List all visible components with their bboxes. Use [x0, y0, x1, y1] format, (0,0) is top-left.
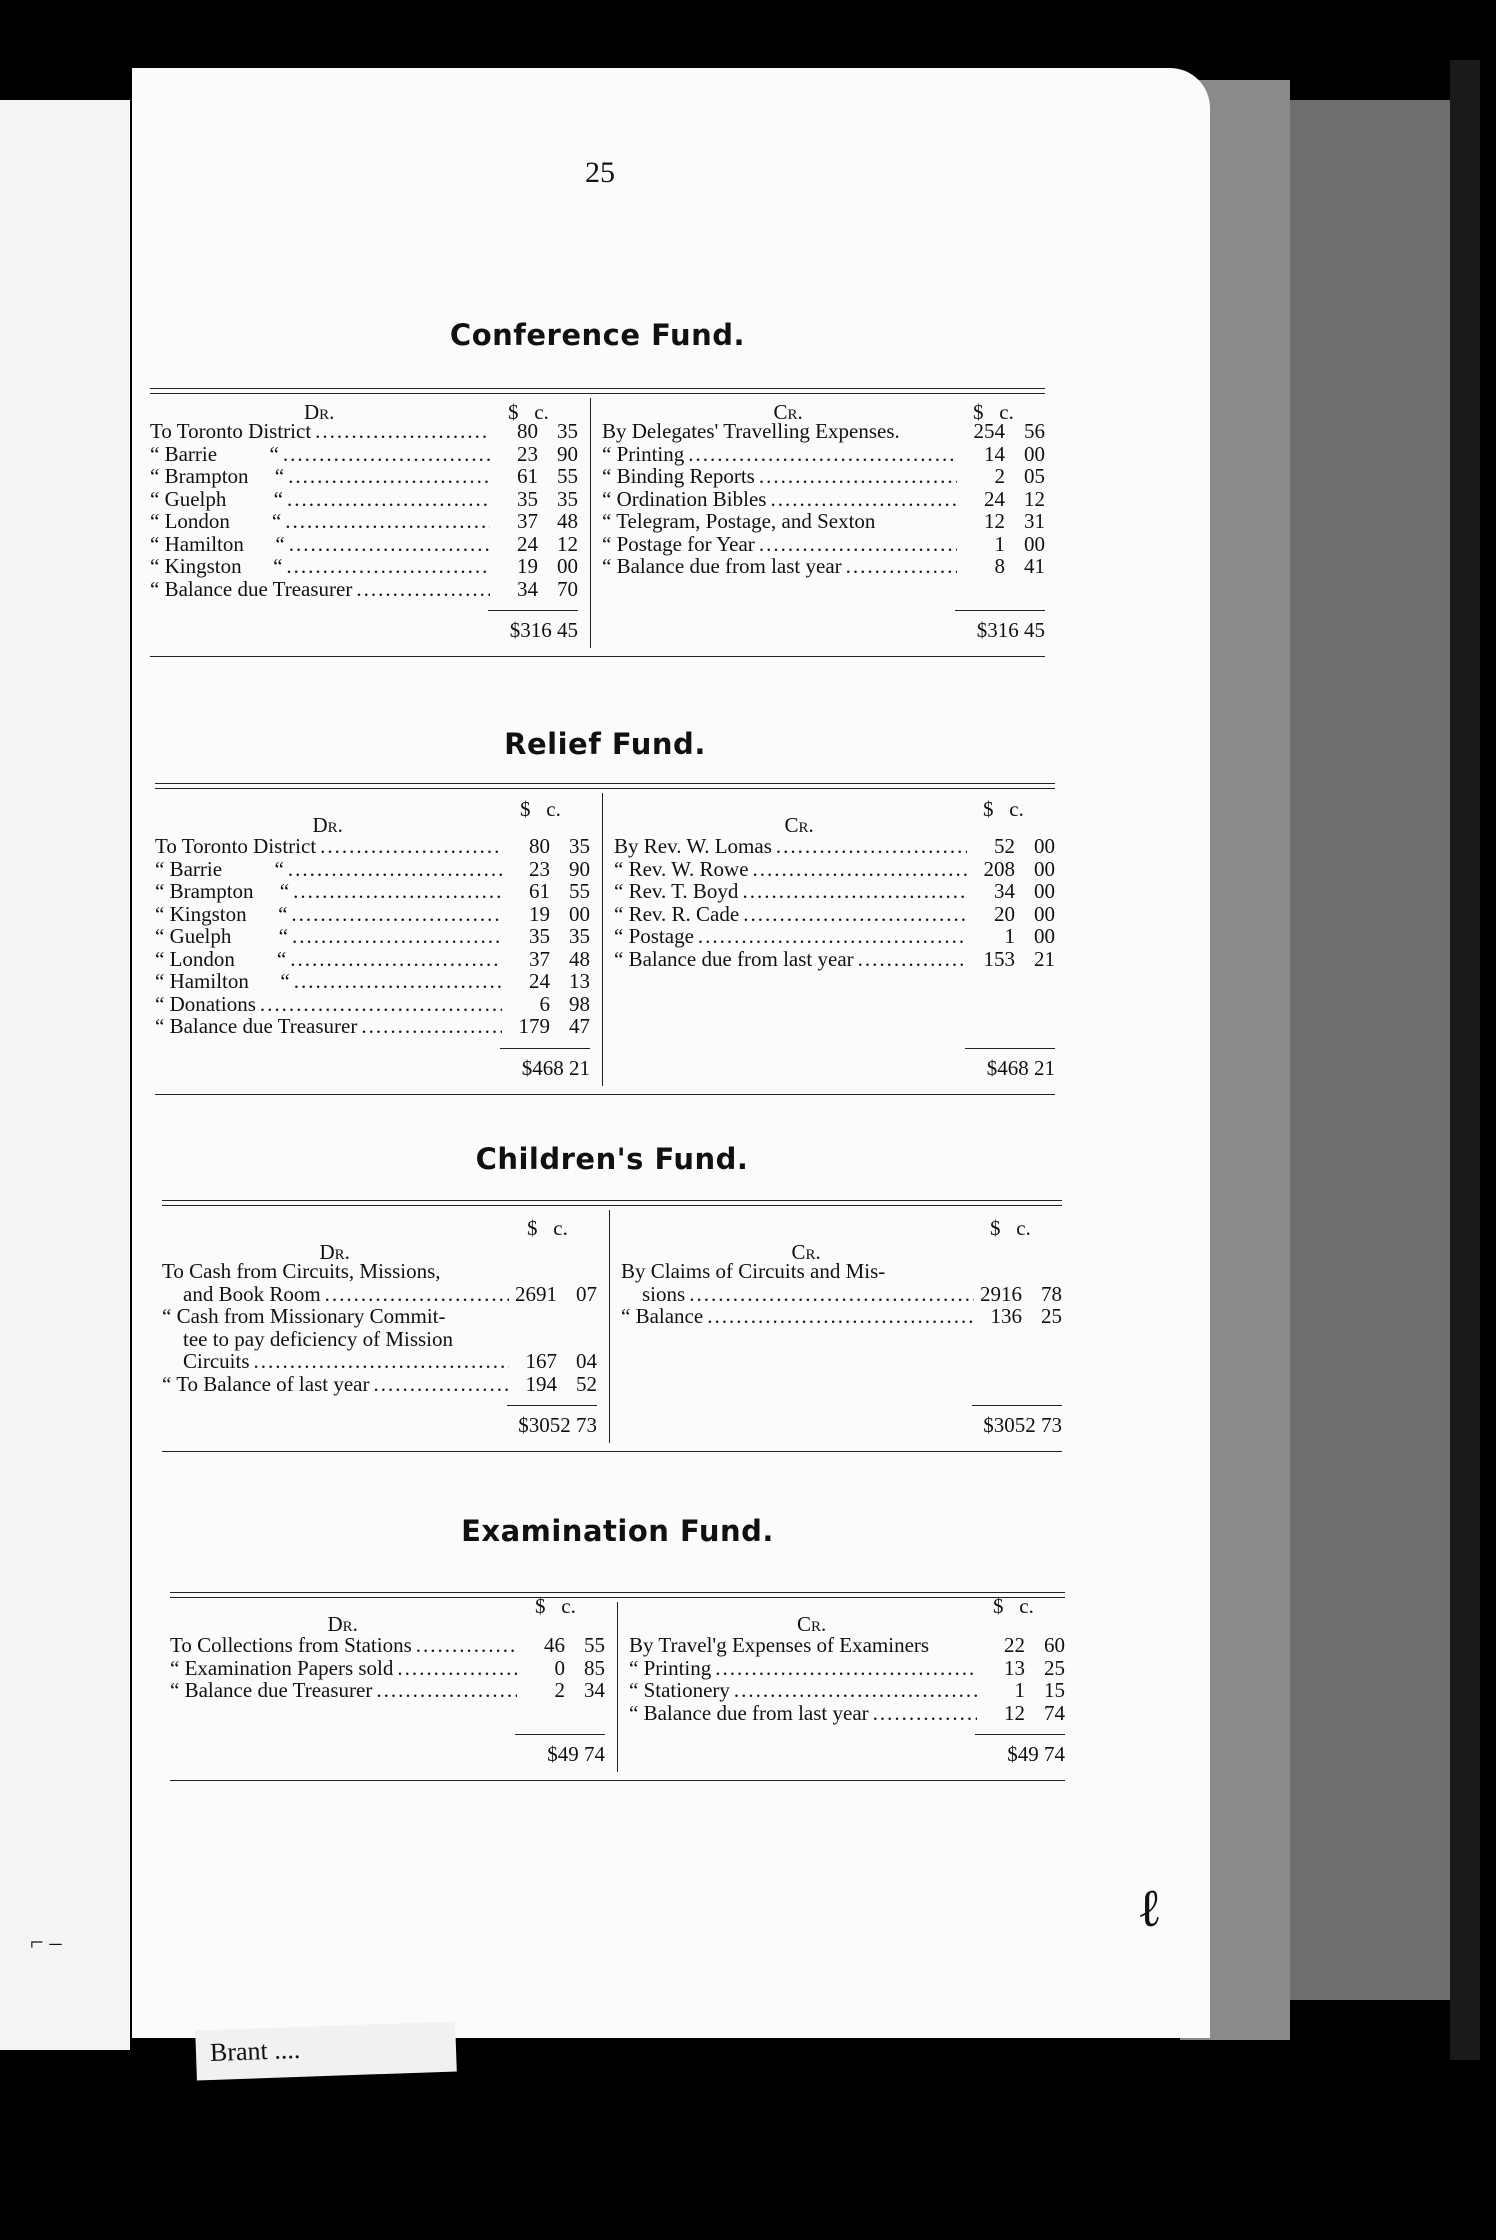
- leader-dots: [873, 1702, 977, 1725]
- leader-dots: [288, 465, 490, 488]
- dr-entry: [150, 533, 578, 556]
- dr-heading: Dr.: [304, 400, 335, 424]
- dr-entry: [162, 1328, 597, 1351]
- entry-dollars: 153: [983, 946, 1015, 971]
- dr-entry: [170, 1634, 605, 1657]
- entry-label: “ Printing: [629, 1655, 712, 1680]
- entry-cents: 98: [569, 991, 590, 1016]
- entry-dollars: 23: [517, 441, 538, 466]
- entry-cents: 70: [557, 576, 578, 601]
- entry-dollars: [513, 1328, 557, 1351]
- dr-entry: [150, 488, 578, 511]
- leader-dots: [294, 970, 502, 993]
- entry-cents: 74: [1044, 1700, 1065, 1725]
- cr-entry: [614, 903, 1055, 926]
- leader-dots: [285, 510, 490, 533]
- leader-dots: [743, 903, 967, 926]
- leader-dots: [373, 1373, 509, 1396]
- entry-cents: 90: [557, 441, 578, 466]
- cr-currency-header: $ c.: [993, 1594, 1034, 1618]
- book-cover: [1290, 100, 1450, 2000]
- leader-dots: [291, 903, 502, 926]
- leader-dots: [320, 835, 502, 858]
- fund-title: Relief Fund.: [504, 727, 706, 761]
- entry-cents: 85: [584, 1655, 605, 1680]
- entry-label: “ Printing: [602, 441, 685, 466]
- entry-dollars: 35: [517, 486, 538, 511]
- entry-dollars: 254: [973, 419, 1005, 443]
- entry-cents: 60: [1044, 1633, 1065, 1657]
- entry-label: “ Guelph “: [155, 924, 288, 948]
- dr-sum-rule: [500, 1048, 590, 1049]
- entry-cents: 00: [1034, 901, 1055, 926]
- page-tick-mark: ⌐ –: [30, 1930, 62, 1956]
- entry-cents: 00: [569, 901, 590, 926]
- leader-dots: [698, 925, 967, 948]
- leader-dots: [858, 948, 967, 971]
- entry-label: “ Balance due Treasurer: [155, 1014, 358, 1038]
- entry-label: “ Balance due from last year: [614, 946, 854, 971]
- entry-label: “ Ordination Bibles: [602, 486, 767, 511]
- cr-currency-header: $ c.: [990, 1216, 1031, 1240]
- leader-dots: [289, 533, 490, 556]
- dr-entry: [155, 880, 590, 903]
- dr-currency-header: $ c.: [520, 797, 561, 821]
- leader-dots: [315, 420, 490, 443]
- dr-currency-header: $ c.: [535, 1594, 576, 1618]
- entry-dollars: 2: [554, 1678, 565, 1702]
- dr-entry: [150, 443, 578, 466]
- dr-entry: [155, 993, 590, 1016]
- entry-dollars: [513, 1305, 557, 1328]
- double-rule: [155, 783, 1055, 789]
- dr-entry: [155, 858, 590, 881]
- cr-entry: [602, 510, 1045, 533]
- entry-cents: 13: [569, 969, 590, 993]
- entry-label: “ Postage for Year: [602, 531, 755, 556]
- column-divider: [590, 398, 591, 648]
- cr-entry: [614, 925, 1055, 948]
- cr-total: $316 45: [976, 618, 1045, 642]
- column-divider: [609, 1210, 610, 1443]
- cr-heading: Cr.: [797, 1612, 827, 1636]
- entry-label: To Cash from Circuits, Missions,: [162, 1259, 441, 1283]
- entry-cents: 04: [576, 1349, 597, 1373]
- leader-dots: [742, 880, 967, 903]
- entry-label: “ Barrie “: [155, 856, 284, 881]
- cr-entry: [602, 533, 1045, 556]
- entry-dollars: 22: [1004, 1633, 1025, 1657]
- cr-total: $49 74: [1007, 1742, 1065, 1766]
- entry-label: “ London “: [155, 946, 287, 971]
- cr-entry: [602, 420, 1045, 443]
- leader-dots: [288, 858, 502, 881]
- entry-label: “ Examination Papers sold: [170, 1655, 394, 1680]
- entry-label: “ Balance: [621, 1304, 704, 1328]
- leader-dots: [715, 1657, 977, 1680]
- leader-dots: [325, 1283, 509, 1306]
- entry-cents: 35: [557, 419, 578, 443]
- entry-dollars: 19: [517, 554, 538, 578]
- entry-cents: 00: [1034, 834, 1055, 858]
- leader-dots: [753, 858, 967, 881]
- bottom-rule: [170, 1780, 1065, 1781]
- entry-dollars: 34: [517, 576, 538, 601]
- entry-dollars: 208: [983, 856, 1015, 881]
- entry-cents: 21: [1034, 946, 1055, 971]
- entry-dollars: 61: [517, 464, 538, 488]
- leader-dots: [283, 443, 490, 466]
- dr-entry: [150, 510, 578, 533]
- entry-cents: 55: [584, 1633, 605, 1657]
- entry-cents: 00: [1034, 924, 1055, 948]
- dr-entry: [162, 1283, 597, 1306]
- entry-cents: 25: [1044, 1655, 1065, 1680]
- entry-cents: 25: [1041, 1304, 1062, 1328]
- entry-dollars: [513, 1260, 557, 1283]
- entry-label: sions: [621, 1281, 686, 1306]
- dr-currency-header: $ c.: [527, 1216, 568, 1240]
- dr-sum-rule: [488, 610, 578, 611]
- entry-dollars: 80: [517, 419, 538, 443]
- cr-entries: [629, 1634, 1065, 1724]
- entry-label: “ Balance due from last year: [602, 554, 842, 578]
- entry-dollars: 61: [529, 879, 550, 903]
- cr-entry: [629, 1679, 1065, 1702]
- entry-dollars: 167: [525, 1349, 557, 1373]
- entry-label: By Rev. W. Lomas: [614, 834, 772, 858]
- entry-cents: 00: [1034, 879, 1055, 903]
- entry-dollars: [978, 1260, 1022, 1283]
- leader-dots: [734, 1679, 977, 1702]
- entry-label: “ Rev. T. Boyd: [614, 879, 739, 903]
- entry-dollars: 12: [1004, 1700, 1025, 1725]
- entry-label: By Claims of Circuits and Mis-: [621, 1259, 886, 1283]
- leader-dots: [292, 925, 502, 948]
- dr-entries: [162, 1260, 597, 1395]
- entry-label: “ Balance due Treasurer: [150, 576, 353, 601]
- entry-dollars: 179: [518, 1014, 550, 1038]
- entry-dollars: 2: [994, 464, 1005, 488]
- fund-title: Examination Fund.: [461, 1514, 774, 1548]
- entry-cents: 31: [1024, 509, 1045, 533]
- cr-total: $3052 73: [983, 1413, 1062, 1437]
- leader-dots: [416, 1634, 517, 1657]
- cr-entry: [602, 443, 1045, 466]
- entry-label: To Collections from Stations: [170, 1633, 412, 1657]
- entry-cents: 47: [569, 1014, 590, 1038]
- dr-entry: [162, 1260, 597, 1283]
- entry-dollars: 1: [1004, 924, 1015, 948]
- cr-heading: Cr.: [791, 1240, 821, 1264]
- cr-entry: [614, 835, 1055, 858]
- fund-title: Children's Fund.: [475, 1142, 749, 1176]
- entry-label: “ Guelph “: [150, 486, 283, 511]
- entry-cents: 00: [557, 554, 578, 578]
- entry-label: By Delegates' Travelling Expenses.: [602, 419, 900, 443]
- entry-dollars: 35: [529, 924, 550, 948]
- entry-label: “ Brampton “: [155, 879, 290, 903]
- cr-sum-rule: [972, 1405, 1062, 1406]
- entry-cents: 52: [576, 1371, 597, 1396]
- leader-dots: [290, 948, 502, 971]
- dr-entry: [155, 903, 590, 926]
- entry-dollars: 6: [539, 991, 550, 1016]
- entry-dollars: 1: [1014, 1678, 1025, 1702]
- cr-entry: [621, 1283, 1062, 1306]
- dr-entry: [155, 970, 590, 993]
- entry-cents: 12: [557, 531, 578, 556]
- leader-dots: [759, 465, 957, 488]
- dr-heading: Dr.: [319, 1240, 350, 1264]
- entry-cents: 48: [557, 509, 578, 533]
- cr-entry: [602, 555, 1045, 578]
- cr-entry: [602, 465, 1045, 488]
- bottom-rule: [150, 656, 1045, 657]
- dr-entry: [170, 1657, 605, 1680]
- entry-dollars: 19: [529, 901, 550, 926]
- dr-entry: [155, 948, 590, 971]
- entry-dollars: 37: [529, 946, 550, 971]
- entry-label: “ Barrie “: [150, 441, 279, 466]
- entry-cents: 00: [1024, 531, 1045, 556]
- entry-label: “ Hamilton “: [155, 969, 290, 993]
- entry-dollars: 34: [994, 879, 1015, 903]
- dr-entry: [162, 1305, 597, 1328]
- entry-cents: [557, 1305, 597, 1328]
- dr-entry: [150, 578, 578, 601]
- dr-entry: [150, 420, 578, 443]
- cr-entry: [614, 880, 1055, 903]
- entry-label: To Toronto District: [150, 419, 312, 443]
- entry-label: “ Telegram, Postage, and Sexton: [602, 509, 876, 533]
- entry-cents: [557, 1328, 597, 1351]
- entry-label: “ Donations: [155, 991, 256, 1016]
- entry-cents: 35: [569, 834, 590, 858]
- bottom-rule: [162, 1451, 1062, 1452]
- cr-entry: [629, 1657, 1065, 1680]
- cover-shadow: [1450, 60, 1480, 2060]
- entry-cents: 35: [569, 924, 590, 948]
- entry-cents: 15: [1044, 1678, 1065, 1702]
- entry-dollars: 46: [544, 1633, 565, 1657]
- entry-dollars: 194: [525, 1371, 557, 1396]
- entry-cents: 41: [1024, 554, 1045, 578]
- entry-label: “ Binding Reports: [602, 464, 755, 488]
- entry-label: “ Postage: [614, 924, 694, 948]
- entry-cents: 55: [557, 464, 578, 488]
- entry-label: Circuits: [162, 1349, 250, 1373]
- dr-total: $3052 73: [518, 1413, 597, 1437]
- dr-total: $49 74: [547, 1742, 605, 1766]
- entry-dollars: 23: [529, 856, 550, 881]
- double-rule: [170, 1592, 1065, 1598]
- entry-cents: 48: [569, 946, 590, 971]
- leader-dots: [287, 488, 490, 511]
- entry-dollars: 12: [984, 509, 1005, 533]
- entry-dollars: 20: [994, 901, 1015, 926]
- entry-label: “ Rev. R. Cade: [614, 901, 740, 926]
- cr-entry: [614, 858, 1055, 881]
- entry-dollars: 24: [529, 969, 550, 993]
- entry-cents: 56: [1024, 419, 1045, 443]
- cr-sum-rule: [975, 1734, 1065, 1735]
- leader-dots: [254, 1350, 510, 1373]
- leader-dots: [397, 1657, 517, 1680]
- entry-cents: 34: [584, 1678, 605, 1702]
- entry-cents: 00: [1034, 856, 1055, 881]
- entry-cents: 90: [569, 856, 590, 881]
- cr-sum-rule: [965, 1048, 1055, 1049]
- column-divider: [617, 1602, 618, 1772]
- entry-cents: 05: [1024, 464, 1045, 488]
- entry-cents: 07: [576, 1281, 597, 1306]
- entry-cents: 12: [1024, 486, 1045, 511]
- entry-label: By Travel'g Expenses of Examiners: [629, 1633, 930, 1657]
- leader-dots: [688, 443, 957, 466]
- entry-cents: 78: [1041, 1281, 1062, 1306]
- cr-entry: [629, 1702, 1065, 1725]
- entry-label: “ Cash from Missionary Commit-: [162, 1304, 446, 1328]
- cr-entry: [621, 1305, 1062, 1328]
- dr-entries: [150, 420, 578, 600]
- dr-entry: [155, 835, 590, 858]
- entry-dollars: 2691: [515, 1281, 557, 1306]
- leader-dots: [776, 835, 967, 858]
- dr-entries: [155, 835, 590, 1038]
- dr-sum-rule: [507, 1405, 597, 1406]
- column-divider: [602, 793, 603, 1086]
- cr-entries: [621, 1260, 1062, 1328]
- leader-dots: [293, 880, 502, 903]
- leader-dots: [361, 1015, 502, 1038]
- cr-heading: Cr.: [784, 813, 814, 837]
- entry-label: and Book Room: [162, 1281, 321, 1306]
- cr-entry: [602, 488, 1045, 511]
- dr-entry: [162, 1373, 597, 1396]
- entry-dollars: 24: [984, 486, 1005, 511]
- dr-total: $468 21: [521, 1055, 590, 1080]
- leader-dots: [707, 1305, 974, 1328]
- handwritten-annotation: ℓ: [1133, 1879, 1165, 1940]
- cr-entry: [621, 1260, 1062, 1283]
- entry-cents: 00: [1024, 441, 1045, 466]
- bottom-strip: Brant ....: [195, 2021, 457, 2080]
- leader-dots: [846, 555, 957, 578]
- cr-sum-rule: [955, 610, 1045, 611]
- entry-label: “ Balance due Treasurer: [170, 1678, 373, 1702]
- dr-heading: Dr.: [312, 813, 343, 837]
- entry-cents: 55: [569, 879, 590, 903]
- double-rule: [162, 1200, 1062, 1206]
- dr-entry: [150, 465, 578, 488]
- leader-dots: [260, 993, 502, 1016]
- entry-dollars: 0: [554, 1655, 565, 1680]
- dr-entries: [170, 1634, 605, 1702]
- leader-dots: [356, 578, 490, 601]
- dr-sum-rule: [515, 1734, 605, 1735]
- dr-total: $316 45: [509, 618, 578, 642]
- cr-heading: Cr.: [773, 400, 803, 424]
- entry-dollars: 136: [990, 1304, 1022, 1328]
- entry-label: “ Brampton “: [150, 464, 285, 488]
- dr-entry: [170, 1679, 605, 1702]
- leader-dots: [770, 488, 957, 511]
- cr-entry: [629, 1634, 1065, 1657]
- double-rule: [150, 388, 1045, 394]
- cr-entry: [614, 948, 1055, 971]
- dr-currency-header: $ c.: [508, 400, 549, 424]
- entry-dollars: 2916: [980, 1281, 1022, 1306]
- leader-dots: [759, 533, 957, 556]
- entry-dollars: 37: [517, 509, 538, 533]
- entry-label: “ Kingston “: [150, 554, 283, 578]
- entry-dollars: 1: [994, 531, 1005, 556]
- cr-entries: [602, 420, 1045, 578]
- dr-entry: [155, 925, 590, 948]
- entry-label: “ Balance due from last year: [629, 1700, 869, 1725]
- entry-cents: 35: [557, 486, 578, 511]
- entry-label: “ Kingston “: [155, 901, 288, 926]
- dr-entry: [150, 555, 578, 578]
- entry-dollars: 80: [529, 834, 550, 858]
- entry-label: “ London “: [150, 509, 282, 533]
- entry-dollars: 52: [994, 834, 1015, 858]
- cr-currency-header: $ c.: [983, 797, 1024, 821]
- entry-label: “ Hamilton “: [150, 531, 285, 556]
- entry-dollars: 24: [517, 531, 538, 556]
- leader-dots: [286, 555, 490, 578]
- entry-dollars: 14: [984, 441, 1005, 466]
- bottom-rule: [155, 1094, 1055, 1095]
- dr-entry: [155, 1015, 590, 1038]
- cr-entries: [614, 835, 1055, 970]
- entry-cents: [557, 1260, 597, 1283]
- entry-label: “ To Balance of last year: [162, 1371, 370, 1396]
- entry-label: tee to pay deficiency of Mission: [162, 1326, 454, 1351]
- left-facing-page: [0, 100, 130, 2050]
- leader-dots: [689, 1283, 974, 1306]
- entry-label: “ Stationery: [629, 1678, 730, 1702]
- entry-dollars: 13: [1004, 1655, 1025, 1680]
- page-number: 25: [585, 156, 615, 189]
- entry-label: “ Rev. W. Rowe: [614, 856, 749, 881]
- entry-label: To Toronto District: [155, 834, 317, 858]
- leader-dots: [376, 1679, 517, 1702]
- entry-dollars: 8: [994, 554, 1005, 578]
- fund-title: Conference Fund.: [449, 318, 746, 352]
- cr-currency-header: $ c.: [973, 400, 1014, 424]
- cr-total: $468 21: [986, 1055, 1055, 1080]
- entry-cents: [1022, 1260, 1062, 1283]
- dr-entry: [162, 1350, 597, 1373]
- dr-heading: Dr.: [327, 1612, 358, 1636]
